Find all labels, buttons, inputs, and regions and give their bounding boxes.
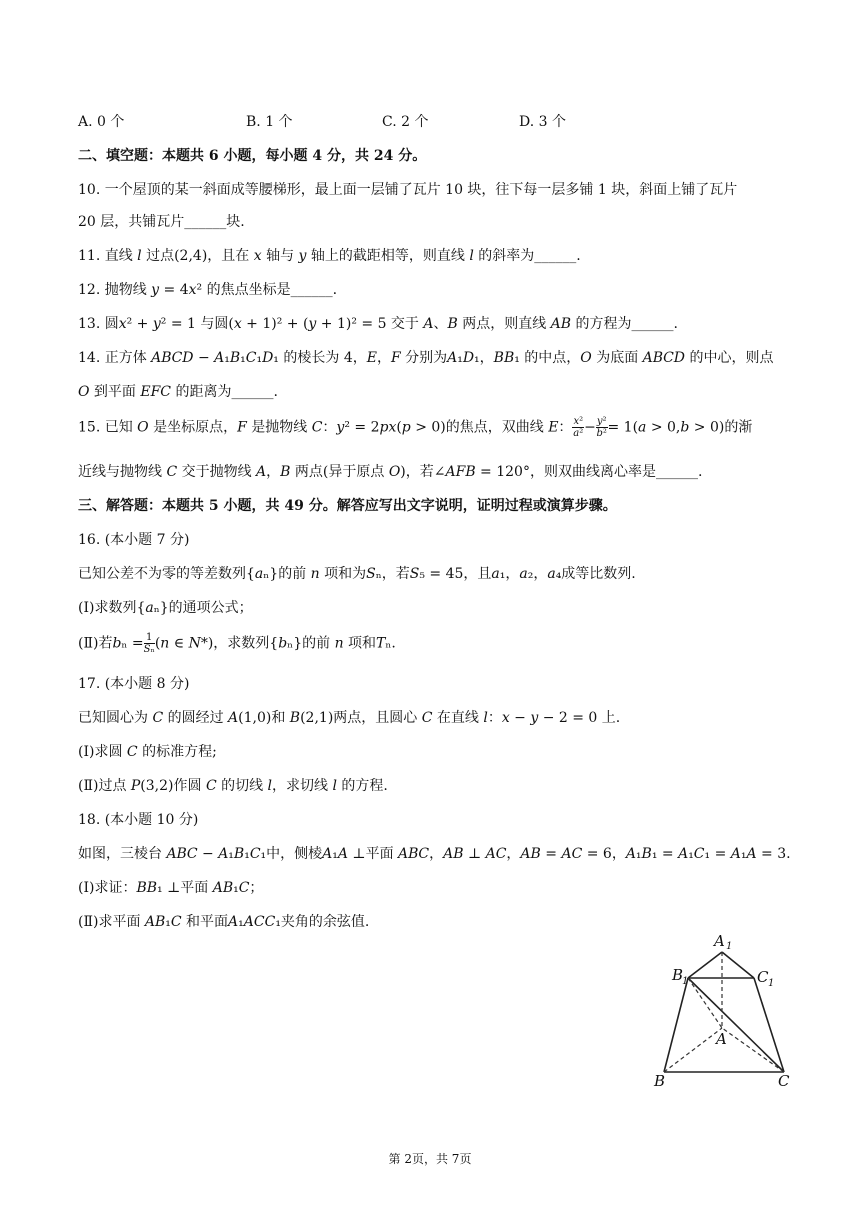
q11: 11. 直线 𝑙 过点(2,4)，且在 𝑥 轴与 𝑦 轴上的截距相等，则直线 𝑙 的斜率为______. [78, 248, 581, 264]
q17-head: 17. (本小题 8 分) [78, 676, 190, 692]
q14-line2: 𝑂 到平面 𝐸𝐹𝐶 的距离为______. [78, 384, 278, 400]
q16-head: 16. (本小题 7 分) [78, 532, 190, 548]
q15-frac1-num: 𝑥² [573, 416, 584, 427]
edge-b1a-hidden [688, 978, 722, 1028]
frustum-figure [650, 930, 790, 1092]
option-c: C. 2 个 [382, 114, 429, 130]
q15-fraction-x [572, 416, 584, 439]
q16-part1: (Ⅰ)求数列{𝑎ₙ}的通项公式； [78, 600, 253, 616]
q16-fraction [144, 632, 155, 655]
page-footer: 第 2页，共 7页 [388, 1152, 472, 1166]
q16-frac-den: 𝑆ₙ [143, 644, 155, 655]
q15-fraction-y [596, 416, 608, 439]
option-d: D. 3 个 [519, 114, 566, 130]
q15-post: = 1(𝑎 > 0,𝑏 > 0)的渐 [607, 419, 753, 436]
edge-a1b1 [688, 952, 722, 978]
edge-ab-hidden [664, 1028, 722, 1072]
q18-part1: (Ⅰ)求证：𝐵𝐵₁ ⊥平面 𝐴𝐵₁𝐶； [78, 880, 264, 896]
edge-a1c1 [722, 952, 754, 978]
section2-title: 二、填空题：本题共 6 小题，每小题 4 分，共 24 分。 [78, 148, 427, 164]
q18-head: 18. (本小题 10 分) [78, 812, 199, 828]
label-a: A [716, 1030, 727, 1048]
q15-frac1-den: 𝑎² [573, 428, 584, 439]
q15-pre: 15. 已知 𝑂 是坐标原点，𝐹 是抛物线 𝐶：𝑦² = 2𝑝𝑥(𝑝 > 0)的焦点，双曲线 𝐸： [78, 419, 573, 436]
q18-body: 如图，三棱台 𝐴𝐵𝐶 − 𝐴₁𝐵₁𝐶₁中，侧棱𝐴₁𝐴 ⊥平面 𝐴𝐵𝐶，𝐴𝐵 ⊥ 𝐴𝐶，𝐴𝐵 = 𝐴𝐶 = 6，𝐴₁𝐵₁ = 𝐴₁𝐶₁ = 𝐴₁𝐴 = 3. [78, 846, 791, 862]
label-b1-sub: 1 [682, 976, 689, 987]
section3-title: 三、解答题：本题共 5 小题，共 49 分。解答应写出文字说明，证明过程或演算步骤。 [78, 498, 617, 514]
q12: 12. 抛物线 𝑦 = 4𝑥² 的焦点坐标是______. [78, 282, 338, 298]
q10-line2: 20 层，共铺瓦片______块. [78, 214, 245, 230]
edge-ac-hidden [722, 1028, 784, 1072]
q15-line2: 近线与抛物线 𝐶 交于抛物线 𝐴，𝐵 两点(异于原点 𝑂)，若∠𝐴𝐹𝐵 = 120°，则双曲线离心率是______. [78, 464, 703, 480]
q17-body: 已知圆心为 𝐶 的圆经过 𝐴(1,0)和 𝐵(2,1)两点，且圆心 𝐶 在直线 𝑙：𝑥 − 𝑦 − 2 = 0 上. [78, 710, 621, 726]
q18-part2: (Ⅱ)求平面 𝐴𝐵₁𝐶 和平面𝐴₁𝐴𝐶𝐶₁夹角的余弦值. [78, 914, 370, 930]
q16-part2 [78, 632, 396, 655]
label-a1-sub: 1 [726, 941, 733, 952]
option-a: A. 0 个 [78, 114, 125, 130]
label-c1: C [757, 968, 769, 986]
q16-body: 已知公差不为零的等差数列{𝑎ₙ}的前 𝑛 项和为𝑆ₙ，若𝑆₅ = 45，且𝑎₁，𝑎₂，𝑎₄成等比数列. [78, 566, 636, 582]
label-c: C [778, 1072, 790, 1090]
q17-part1: (Ⅰ)求圆 𝐶 的标准方程; [78, 744, 217, 760]
edge-bb1 [664, 978, 688, 1072]
q16-part2-pre: (Ⅱ)若𝑏ₙ = [78, 635, 144, 652]
label-c1-sub: 1 [768, 978, 775, 989]
q17-part2: (Ⅱ)过点 𝑃(3,2)作圆 𝐶 的切线 𝑙，求切线 𝑙 的方程. [78, 778, 388, 794]
q10-line1: 10. 一个屋顶的某一斜面成等腰梯形，最上面一层铺了瓦片 10 块，往下每一层多铺 1 块，斜面上铺了瓦片 [78, 182, 738, 198]
q16-part2-post: (𝑛 ∈ 𝑁*)，求数列{𝑏ₙ}的前 𝑛 项和𝑇ₙ. [154, 635, 396, 652]
q15-minus: − [584, 419, 596, 436]
q15-frac2-num: 𝑦² [596, 416, 607, 427]
q14-line1: 14. 正方体 𝐴𝐵𝐶𝐷 − 𝐴₁𝐵₁𝐶₁𝐷₁ 的棱长为 4，𝐸，𝐹 分别为𝐴₁𝐷₁，𝐵𝐵₁ 的中点，𝑂 为底面 𝐴𝐵𝐶𝐷 的中心，则点 [78, 350, 774, 366]
label-b1: B [672, 966, 684, 984]
q15-frac2-den: 𝑏² [596, 428, 607, 439]
label-b: B [654, 1072, 666, 1090]
label-a1: A [714, 932, 725, 950]
q13: 13. 圆𝑥² + 𝑦² = 1 与圆(𝑥 + 1)² + (𝑦 + 1)² = 5 交于 𝐴、𝐵 两点，则直线 𝐴𝐵 的方程为______. [78, 316, 678, 332]
option-b: B. 1 个 [246, 114, 293, 130]
q16-frac-num: 1 [144, 632, 155, 644]
q15-line1 [78, 416, 752, 439]
